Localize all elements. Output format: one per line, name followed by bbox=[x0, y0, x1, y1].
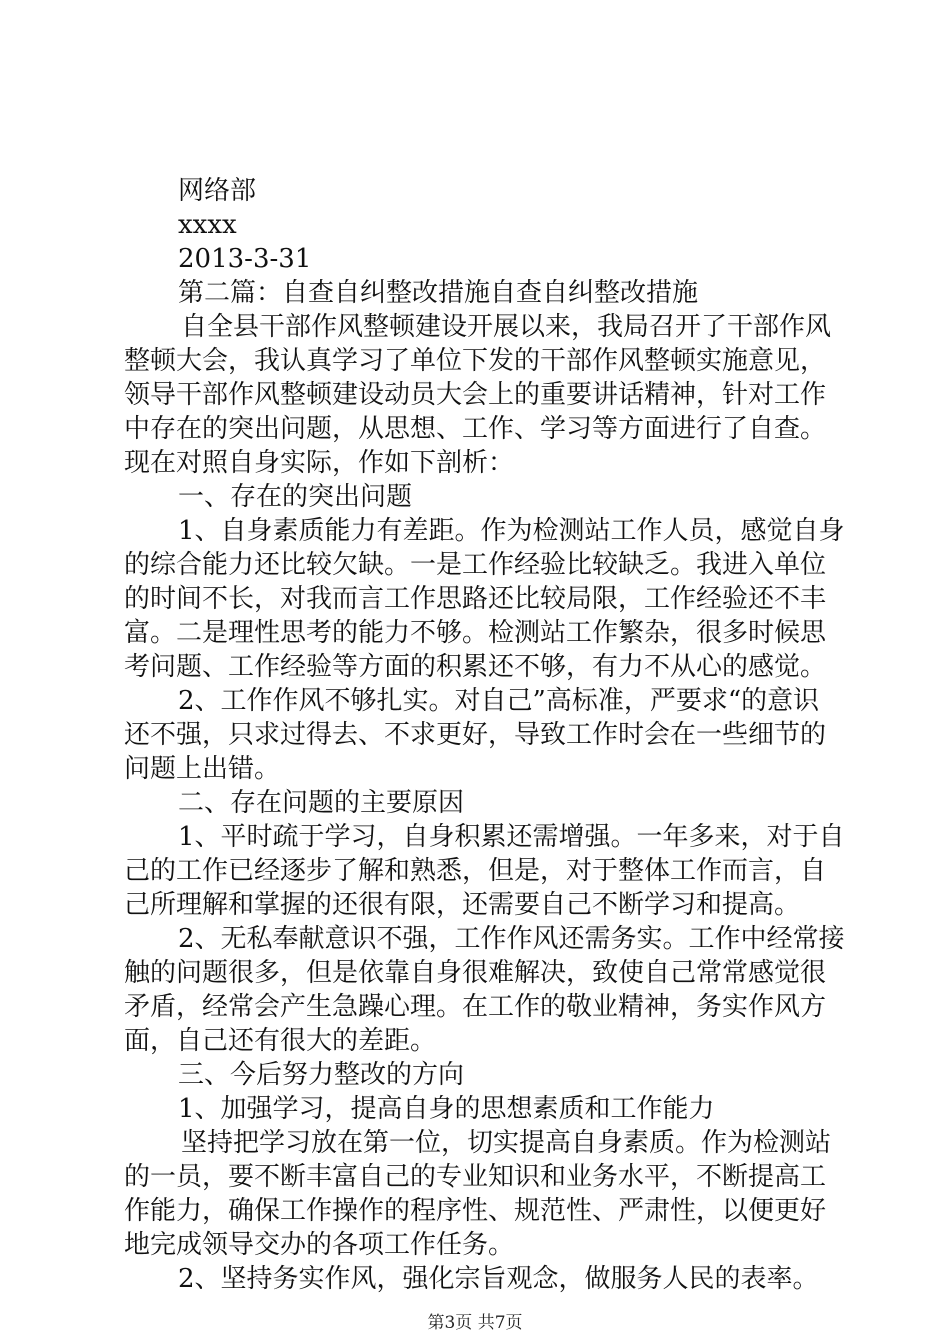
paragraph-line: 面，自己还有很大的差距。 bbox=[124, 1026, 437, 1056]
page-footer: 第3页 共7页 bbox=[427, 1313, 523, 1333]
paragraph-line: 1、自身素质能力有差距。作为检测站工作人员，感觉自身 bbox=[178, 516, 845, 546]
author-line: xxxx bbox=[178, 210, 237, 240]
date-line: 2013-3-31 bbox=[178, 244, 312, 274]
department-line: 网络部 bbox=[178, 176, 257, 206]
paragraph-line: 己所理解和掌握的还很有限，还需要自己不断学习和提高。 bbox=[124, 890, 801, 920]
subheading: 1、加强学习，提高自身的思想素质和工作能力 bbox=[178, 1094, 715, 1124]
paragraph-line: 问题上出错。 bbox=[124, 754, 281, 784]
paragraph-line: 中存在的突出问题，从思想、工作、学习等方面进行了自查。 bbox=[124, 414, 827, 444]
paragraph-line: 1、平时疏于学习，自身积累还需增强。一年多来，对于自 bbox=[178, 822, 845, 852]
paragraph-line: 地完成领导交办的各项工作任务。 bbox=[124, 1230, 515, 1260]
paragraph-line: 矛盾，经常会产生急躁心理。在工作的敬业精神，务实作风方 bbox=[124, 992, 827, 1022]
paragraph-line: 整顿大会，我认真学习了单位下发的干部作风整顿实施意见， bbox=[124, 346, 827, 376]
paragraph-line: 2、无私奉献意识不强，工作作风还需务实。工作中经常接 bbox=[178, 924, 845, 954]
paragraph-line: 自全县干部作风整顿建设开展以来，我局召开了干部作风 bbox=[181, 312, 832, 342]
heading-1: 一、存在的突出问题 bbox=[178, 482, 413, 512]
paragraph-line: 的时间不长，对我而言工作思路还比较局限，工作经验还不丰 bbox=[124, 584, 827, 614]
heading-3: 三、今后努力整改的方向 bbox=[178, 1060, 465, 1090]
paragraph-line: 的综合能力还比较欠缺。一是工作经验比较缺乏。我进入单位 bbox=[124, 550, 827, 580]
heading-2: 二、存在问题的主要原因 bbox=[178, 788, 465, 818]
paragraph-line: 富。二是理性思考的能力不够。检测站工作繁杂，很多时候思 bbox=[124, 618, 827, 648]
paragraph-line: 领导干部作风整顿建设动员大会上的重要讲话精神，针对工作 bbox=[124, 380, 827, 410]
paragraph-line: 2、坚持务实作风，强化宗旨观念，做服务人民的表率。 bbox=[178, 1264, 819, 1294]
paragraph-line: 2、工作作风不够扎实。对自己”高标准，严要求“的意识 bbox=[178, 686, 820, 716]
paragraph-line: 还不强，只求过得去、不求更好，导致工作时会在一些细节的 bbox=[124, 720, 827, 750]
paragraph-line: 考问题、工作经验等方面的积累还不够，有力不从心的感觉。 bbox=[124, 652, 827, 682]
paragraph-line: 触的问题很多，但是依靠自身很难解决，致使自己常常感觉很 bbox=[124, 958, 827, 988]
paragraph-line: 作能力，确保工作操作的程序性、规范性、严肃性，以便更好 bbox=[124, 1196, 827, 1226]
section-title: 第二篇：自查自纠整改措施自查自纠整改措施 bbox=[178, 278, 699, 308]
paragraph-line: 己的工作已经逐步了解和熟悉，但是，对于整体工作而言，自 bbox=[124, 856, 827, 886]
paragraph-line: 的一员，要不断丰富自己的专业知识和业务水平，不断提高工 bbox=[124, 1162, 827, 1192]
paragraph-line: 现在对照自身实际，作如下剖析： bbox=[124, 448, 515, 478]
paragraph-line: 坚持把学习放在第一位，切实提高自身素质。作为检测站 bbox=[181, 1128, 832, 1158]
